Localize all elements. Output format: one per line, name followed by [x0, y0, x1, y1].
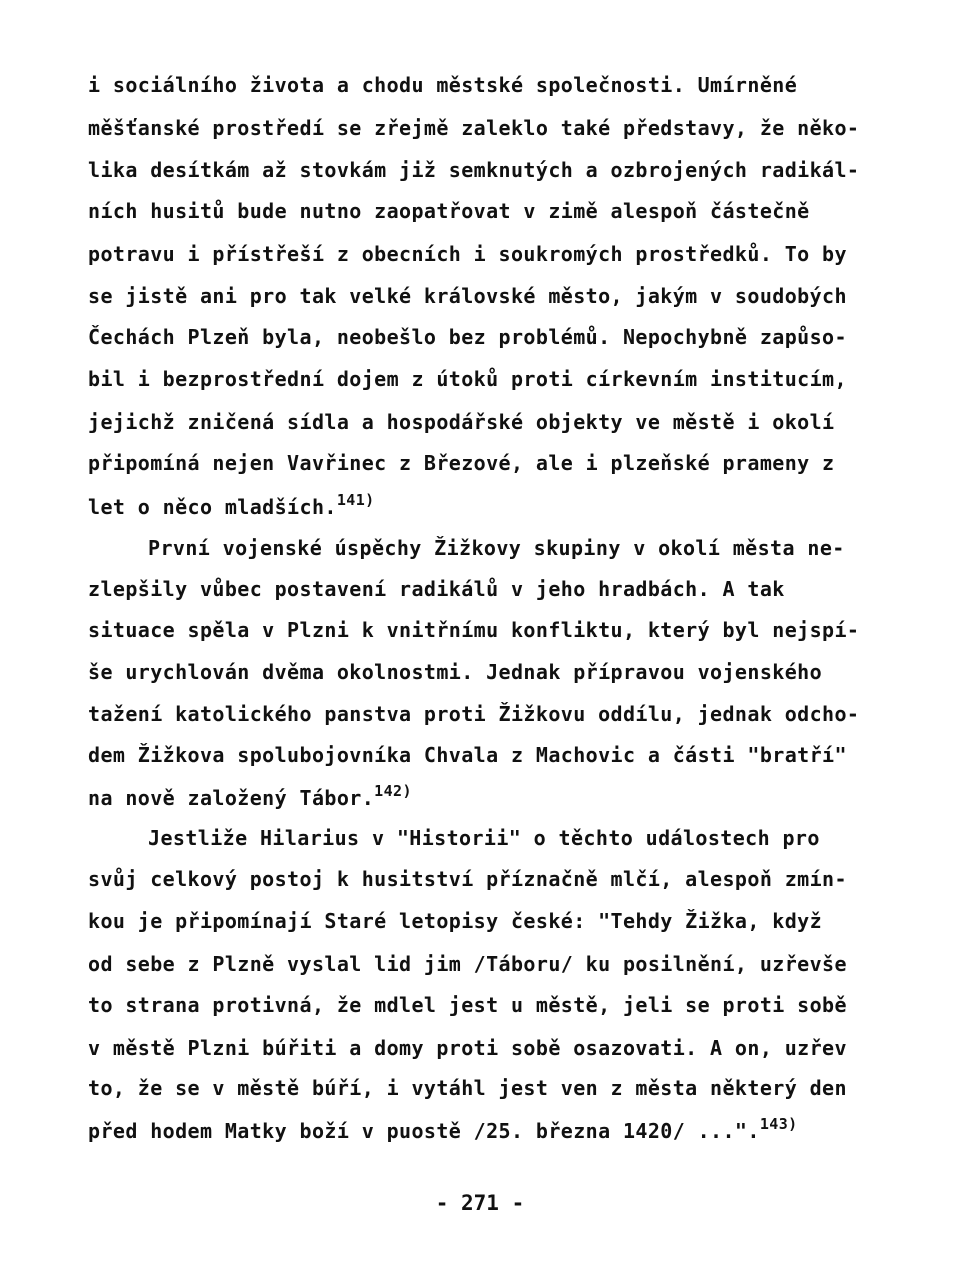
text-line: před hodem Matky boží v puostě /25. března 1420/ ...".$^{143)}$: [88, 1115, 798, 1143]
page-number: - 271 -: [435, 1191, 525, 1215]
footnote-ref: 142): [374, 782, 412, 800]
text-line: kou je připomínají Staré letopisy české: "Tehdy Žižka, když: [88, 909, 823, 933]
text-line: situace spěla v Plzni k vnitřnímu konfliktu, který byl nejspí-: [88, 618, 860, 642]
text-line: v městě Plzni búřiti a domy proti sobě osazovati. A on, uzřev: [88, 1036, 847, 1060]
text-line: let o něco mladších.$^{141)}$: [88, 491, 375, 519]
text-line: zlepšily vůbec postavení radikálů v jeho hradbách. A tak: [88, 577, 785, 601]
text-line: lika desítkám až stovkám již semknutých a ozbrojených radikál-: [88, 158, 860, 182]
text-line: svůj celkový postoj k husitství příznačně mlčí, alespoň zmín-: [88, 867, 847, 891]
text-line: se jistě ani pro tak velké královské město, jakým v soudobých: [88, 284, 847, 308]
text-line: še urychlován dvěma okolnostmi. Jednak přípravou vojenského: [88, 660, 823, 684]
text-line: bil i bezprostřední dojem z útoků proti církevním institucím,: [88, 367, 847, 391]
text-line: tažení katolického panstva proti Žižkovu oddílu, jednak odcho-: [88, 702, 860, 726]
footnote-ref: 143): [759, 1115, 798, 1133]
text-line: jejichž zničená sídla a hospodářské objekty ve městě i okolí: [88, 410, 835, 434]
text-line: to, že se v městě búří, i vytáhl jest ven z města některý den: [88, 1076, 847, 1100]
text-line: Jestliže Hilarius v "Historii" o těchto událostech pro: [148, 826, 820, 850]
text-line: měšťanské prostředí se zřejmě zaleklo také představy, že něko-: [88, 116, 860, 140]
text-line: ních husitů bude nutno zaopatřovat v zimě alespoň částečně: [88, 199, 810, 223]
text-line: to strana protivná, že mdlel jest u městě, jeli se proti sobě: [88, 993, 847, 1017]
text-line: připomíná nejen Vavřinec z Březové, ale i plzeňské prameny z: [88, 451, 835, 475]
text-line: Čechách Plzeň byla, neobešlo bez problémů. Nepochybně zapůso-: [88, 325, 847, 349]
text-line: dem Žižkova spolubojovníka Chvala z Machovic a části "bratří": [88, 743, 847, 767]
text-line: potravu i přístřeší z obecních i soukromých prostředků. To by: [88, 242, 847, 266]
footnote-ref: 141): [336, 491, 375, 509]
text-line: i sociálního života a chodu městské společnosti. Umírněné: [88, 73, 798, 97]
text-line: od sebe z Plzně vyslal lid jim /Táboru/ ku posilnění, uzřevše: [88, 952, 847, 976]
text-line: na nově založený Tábor.$^{142)}$: [88, 782, 412, 810]
text-line: První vojenské úspěchy Žižkovy skupiny v okolí města ne-: [148, 536, 845, 560]
